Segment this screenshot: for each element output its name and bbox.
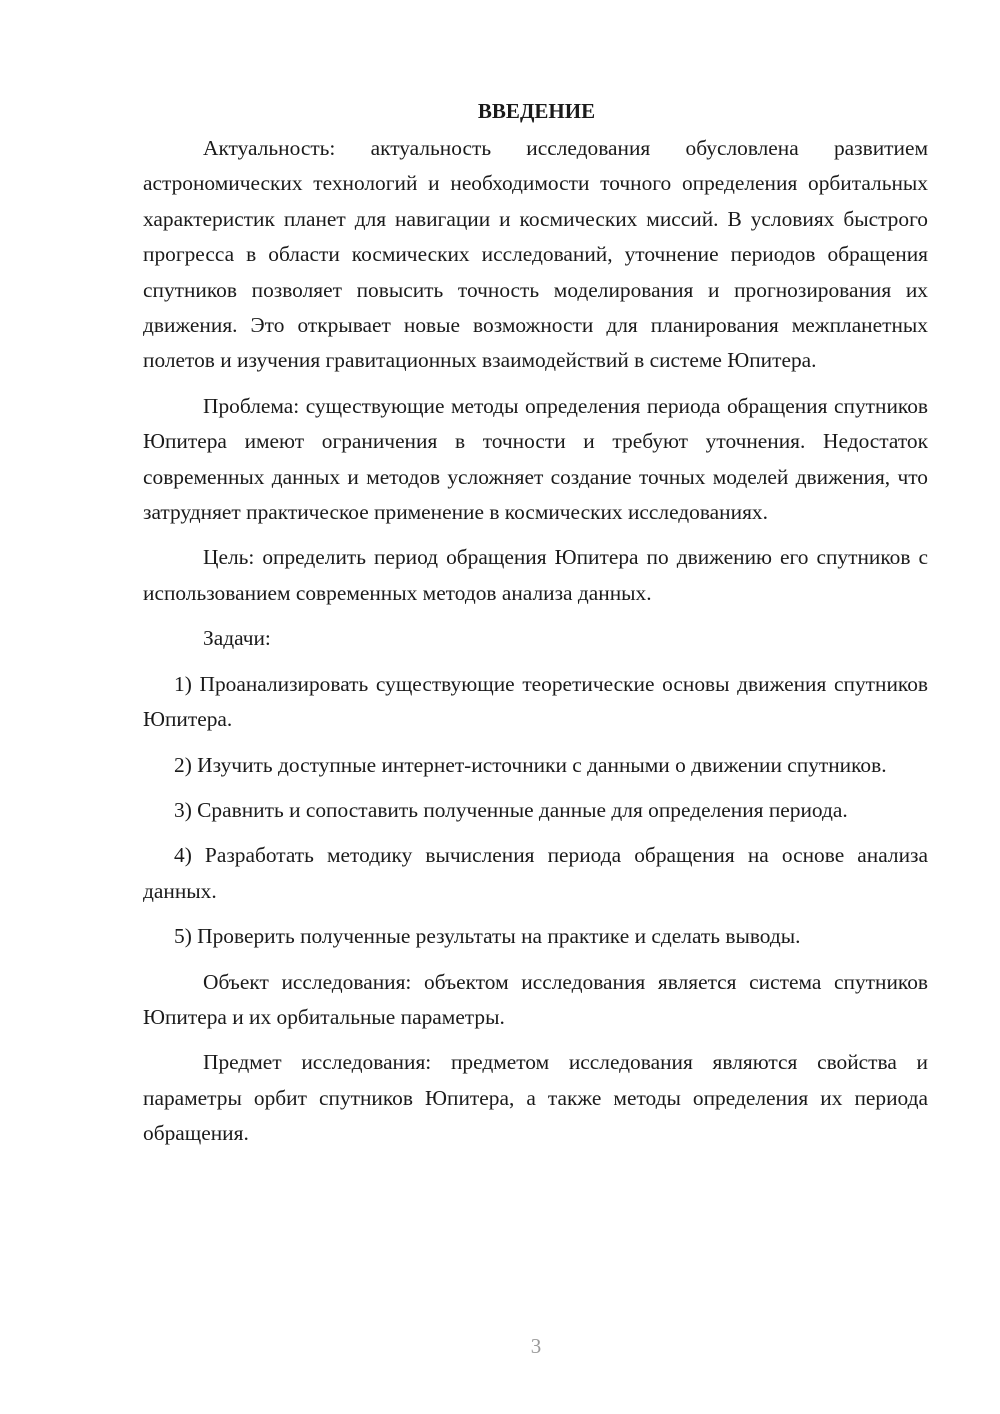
page-number: 3: [530, 1334, 542, 1358]
paragraph-tasks-heading: Задачи:: [203, 626, 271, 651]
task-item-3: 3) Сравнить и сопоставить полученные данные для определения периода.: [174, 797, 848, 822]
task-item-2: 2) Изучить доступные интернет-источники с данными о движении спутников.: [174, 752, 887, 777]
paragraph-problem: Проблема: существующие методы определения периода обращения спутников Юпитера имеют ограничения в точности и требуют уточнения. Недостаток современных данных и методов усложняет создание точных моделей движения, что затрудняет практическое применение в космических исследованиях.: [143, 393, 928, 525]
paragraph-subject: Предмет исследования: предметом исследования являются свойства и параметры орбит спутников Юпитера, а также методы определения их периода обращения.: [143, 1050, 928, 1146]
paragraph-relevance: Актуальность: актуальность исследования обусловлена развитием астрономических технологий и необходимости точного определения орбитальных характеристик планет для навигации и космических миссий. В условиях быстрого прогресса в области космических исследований, уточнение периодов обращения спутников позволяет повысить точность моделирования и прогнозирования их движения. Это открывает новые возможности для планирования межпланетных полетов и изучения гравитационных взаимодействий в системе Юпитера.: [143, 136, 928, 373]
paragraph-goal: Цель: определить период обращения Юпитера по движению его спутников с использованием современных методов анализа данных.: [143, 545, 928, 605]
paragraph-object: Объект исследования: объектом исследования является система спутников Юпитера и их орбитальные параметры.: [143, 969, 928, 1029]
task-item-1: 1) Проанализировать существующие теоретические основы движения спутников Юпитера.: [143, 671, 928, 732]
section-title: ВВЕДЕНИЕ: [477, 99, 596, 123]
task-item-4: 4) Разработать методику вычисления периода обращения на основе анализа данных.: [143, 843, 928, 903]
task-item-5: 5) Проверить полученные результаты на практике и сделать выводы.: [174, 924, 801, 949]
page-content: [143, 96, 928, 1152]
